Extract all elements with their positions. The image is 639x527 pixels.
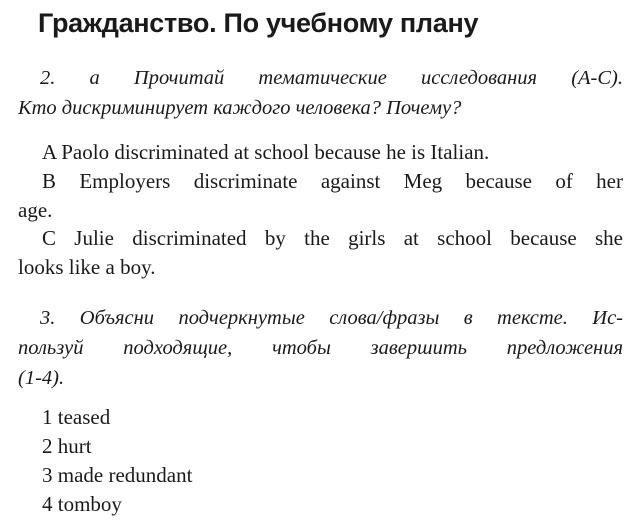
task-2-line-2: Кто дискриминирует каждого человека? Почему? (18, 97, 462, 119)
task-3-line-2: пользуй подходящие, чтобы завершить предложения (18, 337, 623, 359)
case-c-line-2: looks like a boy. (18, 254, 156, 279)
list-item: 4 tomboy (42, 492, 122, 516)
case-b-line-1: B Employers discriminate against Meg because of her (42, 169, 623, 193)
case-study-b (18, 167, 623, 224)
list-item: 3 made redundant (42, 463, 193, 487)
page-heading: Гражданство. По учебному плану (38, 8, 479, 38)
task-3-line-3: (1-4). (18, 367, 65, 389)
case-a-text: A Paolo discriminated at school because he is Italian. (42, 140, 490, 164)
case-study-c (18, 224, 623, 281)
task-3-line-1: 3. Объясни подчеркнутые слова/фразы в тексте. Ис- (40, 307, 623, 329)
list-item: 2 hurt (42, 434, 92, 458)
task-3-instruction (18, 303, 623, 393)
task-2-line-1: 2. а Прочитай тематические исследования (A-C). (40, 67, 623, 89)
list-item: 1 teased (42, 405, 111, 429)
answer-list (42, 403, 192, 519)
case-b-line-2: age. (18, 197, 53, 222)
case-study-a (18, 138, 623, 167)
case-c-line-1: C Julie discriminated by the girls at school because she (42, 226, 623, 250)
task-2-instruction (18, 63, 623, 123)
